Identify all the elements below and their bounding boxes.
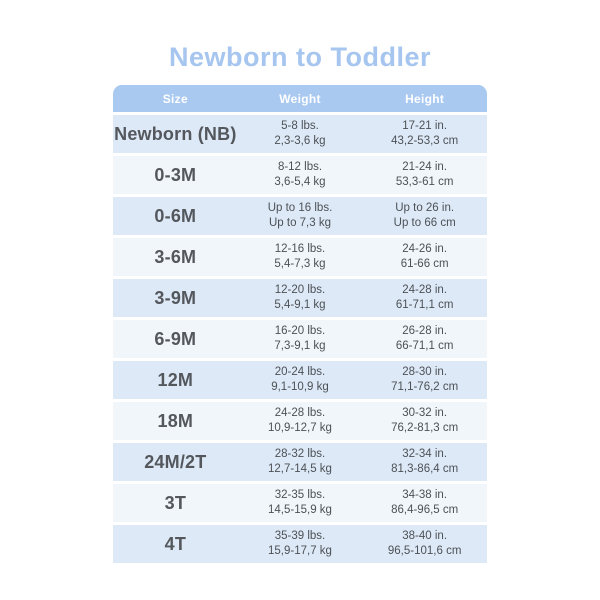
height-cm-value: 96,5-101,6 cm xyxy=(387,545,462,557)
height-in-value: 34-38 in. xyxy=(402,489,448,501)
column-header-height: Height xyxy=(405,91,445,106)
height-cm-value: 66-71,1 cm xyxy=(395,340,454,352)
table-row xyxy=(113,320,487,358)
size-cell: 12M xyxy=(157,369,194,390)
weight-lbs-value: 35-39 lbs. xyxy=(274,530,326,542)
table-row xyxy=(113,484,487,522)
weight-cell xyxy=(238,119,363,149)
weight-lbs-value: 28-32 lbs. xyxy=(274,448,326,460)
weight-cell xyxy=(238,406,363,436)
table-body xyxy=(113,115,487,563)
weight-kg-value: 10,9-12,7 kg xyxy=(268,422,332,434)
height-cm-value: 43,2-53,3 cm xyxy=(391,135,459,147)
height-cell xyxy=(362,283,487,313)
weight-kg-value: Up to 7,3 kg xyxy=(268,217,331,229)
weight-cell xyxy=(238,488,363,518)
height-cell xyxy=(362,242,487,272)
height-cell xyxy=(362,447,487,477)
weight-cell xyxy=(238,283,363,313)
weight-kg-value: 9,1-10,9 kg xyxy=(271,381,329,393)
height-in-value: 24-28 in. xyxy=(402,284,448,296)
height-in-value: 38-40 in. xyxy=(402,530,448,542)
weight-lbs-value: 32-35 lbs. xyxy=(274,489,326,501)
table-row xyxy=(113,115,487,153)
weight-cell xyxy=(238,365,363,395)
weight-cell xyxy=(238,242,363,272)
size-cell: 3-9M xyxy=(154,287,197,308)
weight-lbs-value: 5-8 lbs. xyxy=(281,120,319,132)
height-cm-value: 81,3-86,4 cm xyxy=(391,463,459,475)
height-in-value: 26-28 in. xyxy=(402,325,448,337)
weight-cell xyxy=(238,160,363,190)
weight-lbs-value: 20-24 lbs. xyxy=(274,366,326,378)
height-cell xyxy=(362,324,487,354)
height-cm-value: 76,2-81,3 cm xyxy=(391,422,459,434)
weight-kg-value: 14,5-15,9 kg xyxy=(268,504,332,516)
height-cell xyxy=(362,365,487,395)
height-cell xyxy=(362,160,487,190)
column-header-weight: Weight xyxy=(279,91,321,106)
column-header-size: Size xyxy=(162,91,188,106)
page-title: Newborn to Toddler xyxy=(169,42,431,72)
table-row xyxy=(113,361,487,399)
height-cm-value: 61-66 cm xyxy=(400,258,449,270)
weight-kg-value: 5,4-7,3 kg xyxy=(274,258,326,270)
size-cell: 6-9M xyxy=(154,328,197,349)
table-row xyxy=(113,443,487,481)
table-row xyxy=(113,279,487,317)
weight-lbs-value: 8-12 lbs. xyxy=(277,161,323,173)
table-row xyxy=(113,402,487,440)
height-in-value: 32-34 in. xyxy=(402,448,448,460)
size-cell: 3-6M xyxy=(154,246,197,267)
height-cm-value: 71,1-76,2 cm xyxy=(391,381,459,393)
size-cell: 24M/2T xyxy=(144,451,207,472)
weight-lbs-value: 12-16 lbs. xyxy=(274,243,326,255)
table-row xyxy=(113,197,487,235)
size-cell: Newborn (NB) xyxy=(114,123,237,144)
height-cell xyxy=(362,488,487,518)
height-cell xyxy=(362,406,487,436)
weight-cell xyxy=(238,324,363,354)
weight-cell xyxy=(238,529,363,559)
height-in-value: 24-26 in. xyxy=(402,243,448,255)
weight-kg-value: 12,7-14,5 kg xyxy=(268,463,332,475)
height-cm-value: 86,4-96,5 cm xyxy=(391,504,459,516)
height-in-value: 28-30 in. xyxy=(402,366,448,378)
height-cell xyxy=(362,119,487,149)
height-in-value: 21-24 in. xyxy=(402,161,448,173)
table-row xyxy=(113,238,487,276)
height-in-value: 17-21 in. xyxy=(402,120,448,132)
height-in-value: Up to 26 in. xyxy=(395,202,455,214)
table-row xyxy=(113,156,487,194)
size-cell: 18M xyxy=(157,410,194,431)
table-header-row xyxy=(113,85,487,112)
size-cell: 3T xyxy=(164,492,187,513)
height-cell xyxy=(362,529,487,559)
weight-cell xyxy=(238,447,363,477)
weight-lbs-value: 12-20 lbs. xyxy=(274,284,326,296)
weight-kg-value: 3,6-5,4 kg xyxy=(274,176,326,188)
weight-lbs-value: Up to 16 lbs. xyxy=(267,202,333,214)
size-cell: 0-3M xyxy=(154,164,197,185)
height-cm-value: 61-71,1 cm xyxy=(395,299,454,311)
weight-kg-value: 7,3-9,1 kg xyxy=(274,340,326,352)
size-cell: 4T xyxy=(164,533,187,554)
weight-kg-value: 2,3-3,6 kg xyxy=(274,135,326,147)
weight-lbs-value: 24-28 lbs. xyxy=(274,407,326,419)
weight-kg-value: 5,4-9,1 kg xyxy=(274,299,326,311)
size-table xyxy=(113,85,487,566)
height-in-value: 30-32 in. xyxy=(402,407,448,419)
table-row xyxy=(113,525,487,563)
height-cm-value: Up to 66 cm xyxy=(393,217,456,229)
weight-kg-value: 15,9-17,7 kg xyxy=(268,545,332,557)
weight-lbs-value: 16-20 lbs. xyxy=(274,325,326,337)
height-cell xyxy=(362,201,487,231)
size-cell: 0-6M xyxy=(154,205,197,226)
height-cm-value: 53,3-61 cm xyxy=(395,176,454,188)
weight-cell xyxy=(238,201,363,231)
